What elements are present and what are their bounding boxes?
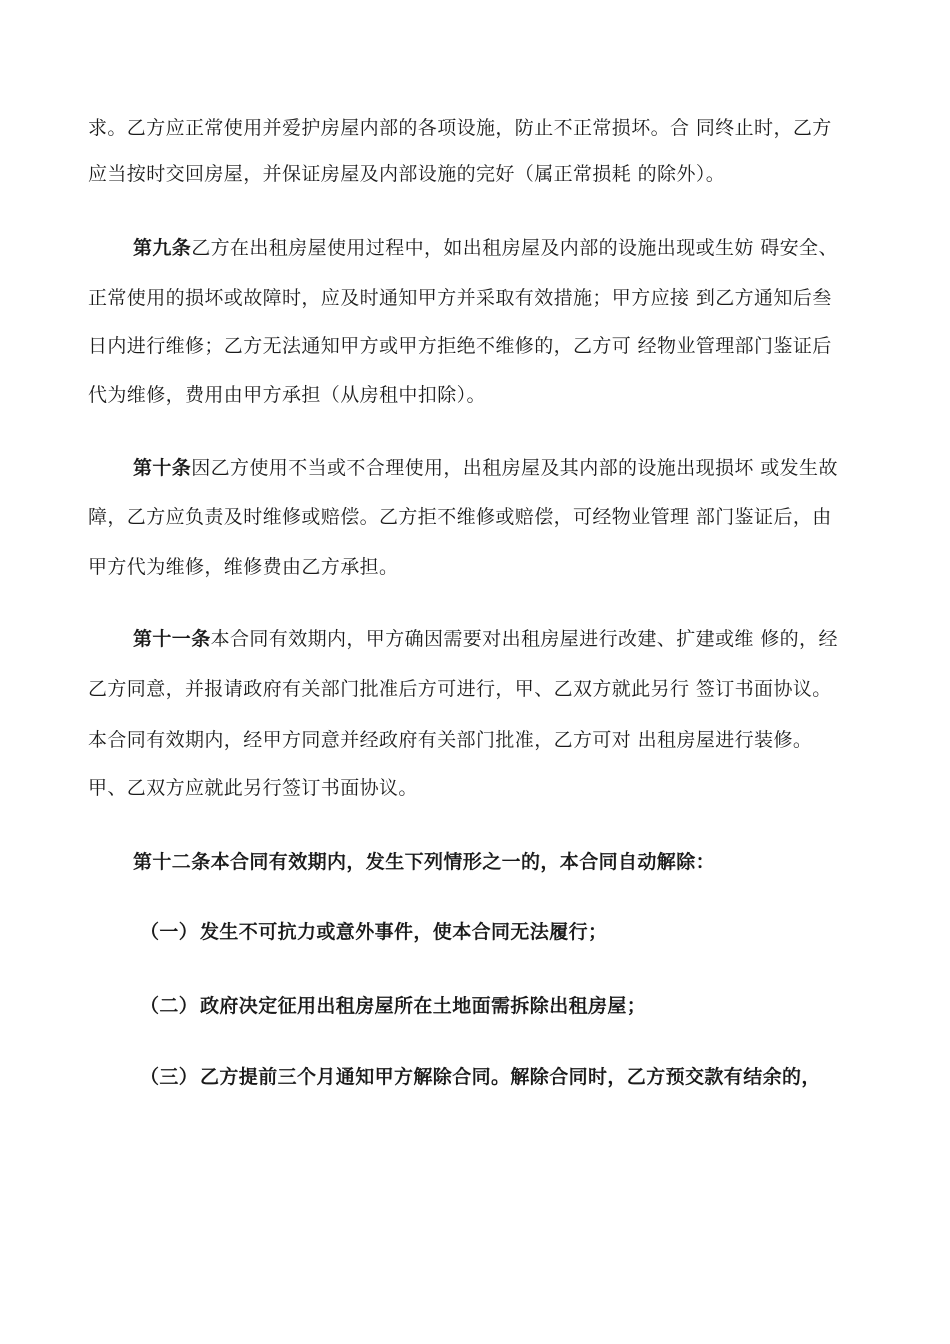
article-11-text: 本合同有效期内，甲方确因需要对出租房屋进行改建、扩建或维 修的，经: [210, 628, 838, 650]
list-item-number: （三）: [140, 1066, 199, 1088]
list-item: [140, 994, 646, 1018]
article-10-label: 第十条: [133, 457, 192, 479]
text-line: 日内进行维修；乙方无法通知甲方或甲方拒绝不维修的，乙方可 经物业管理部门鉴证后: [88, 335, 832, 357]
text-line: 乙方同意，并报请政府有关部门批准后方可进行，甲、乙双方就此另行 签订书面协议。: [88, 678, 832, 700]
article-11-first-line: [133, 627, 933, 651]
list-item-text: 政府决定征用出租房屋所在土地面需拆除出租房屋；: [200, 995, 647, 1017]
article-10-first-line: [133, 456, 933, 480]
text-line: 代为维修，费用由甲方承担（从房租中扣除）。: [88, 384, 486, 406]
text-line: 障，乙方应负责及时维修或赔偿。乙方拒不维修或赔偿，可经物业管理 部门鉴证后，由: [88, 506, 832, 528]
list-item-number: （二）: [140, 995, 199, 1017]
text-line: 应当按时交回房屋，并保证房屋及内部设施的完好（属正常损耗 的除外）。: [88, 163, 726, 185]
list-item-number: （一）: [140, 921, 199, 943]
article-10-text: 因乙方使用不当或不合理使用，出租房屋及其内部的设施出现损坏 或发生故: [191, 457, 838, 479]
text-line: 求。乙方应正常使用并爱护房屋内部的各项设施，防止不正常损坏。合 同终止时，乙方: [88, 117, 832, 139]
list-item-text: 乙方提前三个月通知甲方解除合同。解除合同时，乙方预交款有结余的，: [200, 1066, 821, 1088]
article-9-label: 第九条: [133, 237, 192, 259]
list-item: [140, 1065, 821, 1089]
article-11-label: 第十一条: [133, 628, 211, 650]
article-9-first-line: [133, 236, 933, 260]
text-line: 本合同有效期内，经甲方同意并经政府有关部门批准，乙方可对 出租房屋进行装修。: [88, 729, 813, 751]
text-line: 正常使用的损坏或故障时，应及时通知甲方并采取有效措施；甲方应接 到乙方通知后叁: [88, 287, 832, 309]
list-item: [140, 920, 607, 944]
text-line: 甲、乙双方应就此另行签订书面协议。: [88, 777, 418, 799]
article-12-heading: 第十二条本合同有效期内，发生下列情形之一的，本合同自动解除：: [133, 851, 716, 873]
list-item-text: 发生不可抗力或意外事件，使本合同无法履行；: [200, 921, 608, 943]
text-line: 甲方代为维修，维修费由乙方承担。: [88, 556, 399, 578]
article-9-text: 乙方在出租房屋使用过程中，如出租房屋及内部的设施出现或生妨 碍安全、: [191, 237, 838, 259]
